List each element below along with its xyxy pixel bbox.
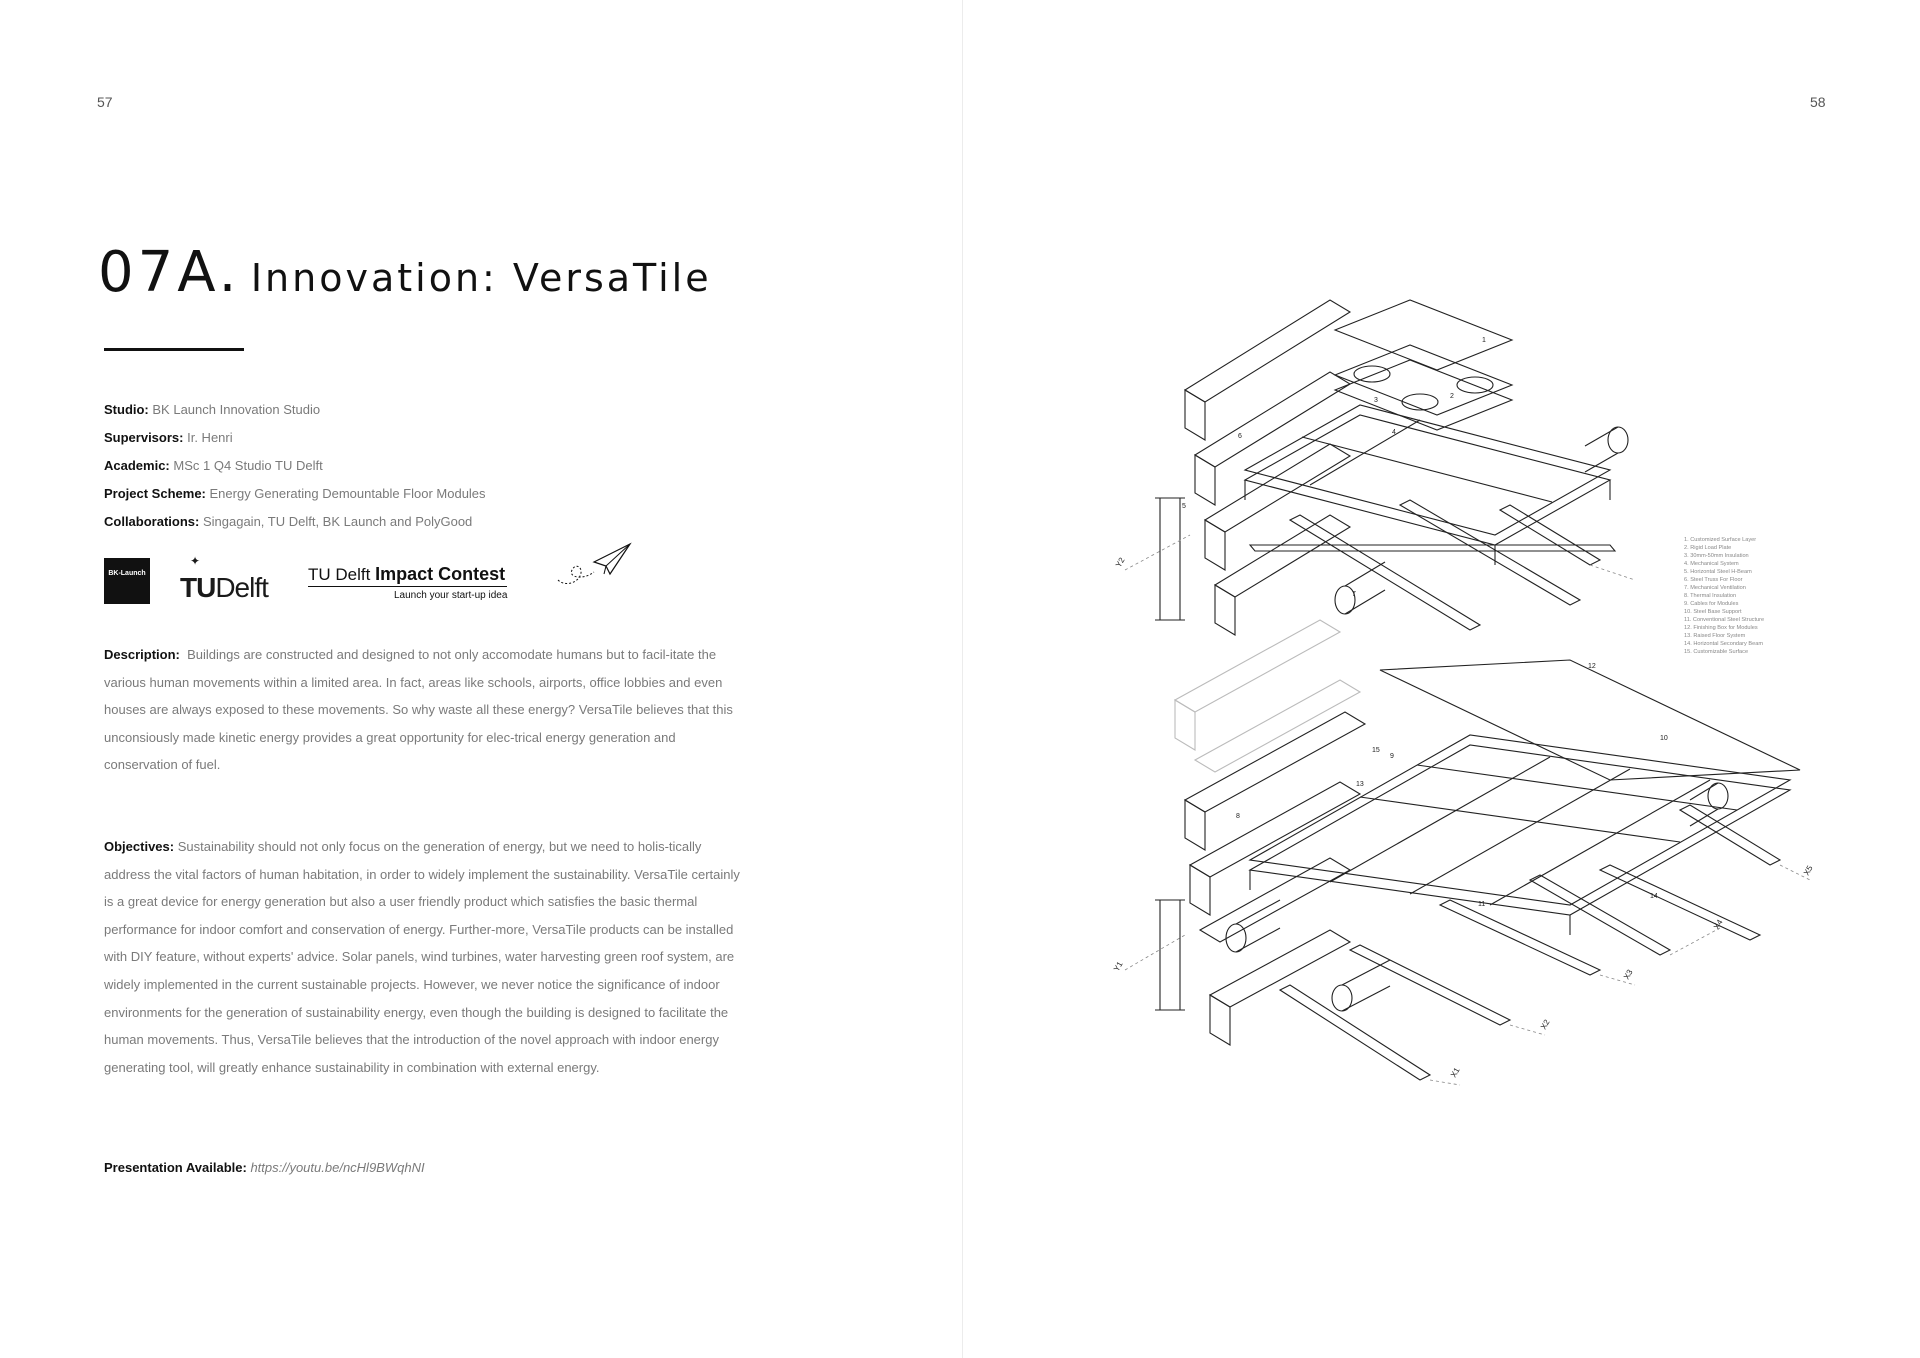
bk-launch-logo [104, 558, 150, 604]
callout-number: 3 [1374, 397, 1378, 404]
callout-number: 12 [1588, 663, 1596, 670]
meta-studio [104, 396, 486, 424]
callout-number: 11 [1478, 901, 1486, 908]
objectives-paragraph [104, 833, 744, 1081]
meta-value: Energy Generating Demountable Floor Modules [209, 486, 486, 501]
legend-item: 13. Raised Floor System [1684, 633, 1746, 639]
legend-item: 10. Steel Base Support [1684, 609, 1742, 615]
meta-academic [104, 452, 486, 480]
callout-number: 1 [1482, 337, 1486, 344]
callout-number: 4 [1392, 429, 1396, 436]
description-paragraph [104, 641, 744, 779]
callout-number: 8 [1236, 813, 1240, 820]
title-text: Innovation: VersaTile [250, 256, 712, 300]
right-page [963, 0, 1920, 1358]
meta-value: Ir. Henri [187, 430, 233, 445]
legend-item: 12. Finishing Box for Modules [1684, 625, 1758, 631]
right-page-number: 58 [1810, 94, 1826, 110]
callout-number: 6 [1238, 433, 1242, 440]
partner-logos [104, 540, 624, 610]
legend-item: 14. Horizontal Secondary Beam [1684, 641, 1763, 647]
title-number: 07A. [98, 240, 241, 305]
meta-label: Studio: [104, 402, 149, 417]
meta-collaborations [104, 508, 486, 536]
callout-number: 2 [1450, 393, 1454, 400]
paper-plane-icon [554, 540, 634, 590]
presentation-label: Presentation Available: [104, 1160, 247, 1175]
axis-label: X1 [1448, 1066, 1462, 1079]
legend-item: 11. Conventional Steel Structure [1684, 617, 1765, 623]
objectives-text: Sustainability should not only focus on the generation of energy, but we need to holis-tically address the vital factors of human habitation, in order to widely implement the sustainability. VersaTile certainly is a great device for energy generation but also a user friendly product which satisfies the basic thermal performance for indoor comfort and conservation of energy. Further-more, VersaTile products can be installed with DIY feature, without experts' advice. Solar panels, wind turbines, water harvesting green roof system, are widely implemented in the current sustainable projects. However, we never notice the significance of indoor environments for the generation of sustainability energy, even though the building is designed to facilitate the human movements. Thus, VersaTile believes that the introduction of the novel approach with indoor energy generating tool, will greatly enhance sustainability in combination with external energy. [104, 839, 740, 1075]
bk-launch-logo-text: BK-Launch [108, 570, 146, 577]
callout-number: 10 [1660, 735, 1668, 742]
tu-delft-logo-suffix: Delft [215, 572, 268, 603]
diagram-legend [1684, 536, 1764, 656]
impact-contest-prefix: TU Delft [308, 565, 376, 584]
meta-label: Academic: [104, 458, 170, 473]
title-underline [104, 348, 244, 351]
axis-label: Y2 [1113, 556, 1127, 569]
callout-number: 9 [1390, 753, 1394, 760]
meta-project-scheme [104, 480, 486, 508]
axis-label: X2 [1538, 1018, 1552, 1031]
callout-number: 13 [1356, 781, 1364, 788]
objectives-label: Objectives: [104, 839, 175, 854]
flame-icon: ✦ [190, 554, 201, 568]
presentation-link-line [104, 1160, 425, 1175]
axis-label: X4 [1711, 918, 1725, 931]
legend-item: 4. Mechanical System [1684, 561, 1739, 567]
axis-label: X3 [1621, 968, 1635, 981]
callout-number: 5 [1182, 503, 1186, 510]
tu-delft-logo-prefix: TU [180, 572, 216, 603]
description-text: Buildings are constructed and designed to not only accomodate humans but to facil-itate the various human movements within a limited area. In fact, areas like schools, airports, office lobbies and even houses are always exposed to these movements. So why waste all these energy? VersaTile believes that this unconsiously made kinetic energy provides a great opportunity for elec-trical energy generation and conservation of fuel. [104, 647, 733, 773]
legend-item: 9. Cables for Modules [1684, 601, 1739, 607]
axis-label: Y1 [1111, 960, 1125, 973]
meta-label: Supervisors: [104, 430, 184, 445]
left-page-number: 57 [97, 94, 113, 110]
impact-contest-tagline: Launch your start-up idea [394, 590, 508, 601]
callout-number: 14 [1650, 893, 1658, 900]
legend-item: 3. 30mm-50mm Insulation [1684, 553, 1749, 559]
meta-label: Project Scheme: [104, 486, 206, 501]
callout-number: 7 [1352, 591, 1356, 598]
meta-value: MSc 1 Q4 Studio TU Delft [173, 458, 323, 473]
page-title [98, 240, 712, 305]
legend-item: 6. Steel Truss For Floor [1684, 577, 1743, 583]
legend-item: 1. Customized Surface Layer [1684, 537, 1757, 543]
meta-supervisors [104, 424, 486, 452]
presentation-url-link[interactable]: https://youtu.be/ncHl9BWqhNI [250, 1160, 425, 1175]
legend-item: 7. Mechanical Ventilation [1684, 585, 1746, 591]
impact-contest-logo [308, 564, 507, 601]
axis-label: X5 [1801, 864, 1815, 877]
project-meta [104, 396, 486, 536]
legend-item: 15. Customizable Surface [1684, 649, 1749, 655]
meta-value: BK Launch Innovation Studio [152, 402, 321, 417]
impact-contest-bold: Impact Contest [375, 564, 506, 584]
legend-item: 5. Horizontal Steel H-Beam [1684, 569, 1752, 575]
meta-label: Collaborations: [104, 514, 200, 529]
meta-value: Singagain, TU Delft, BK Launch and PolyGood [202, 514, 473, 529]
callout-number: 15 [1372, 747, 1380, 754]
legend-item: 2. Rigid Load Plate [1684, 545, 1732, 551]
description-label: Description: [104, 647, 180, 662]
legend-item: 8. Thermal Insulation [1684, 593, 1737, 599]
